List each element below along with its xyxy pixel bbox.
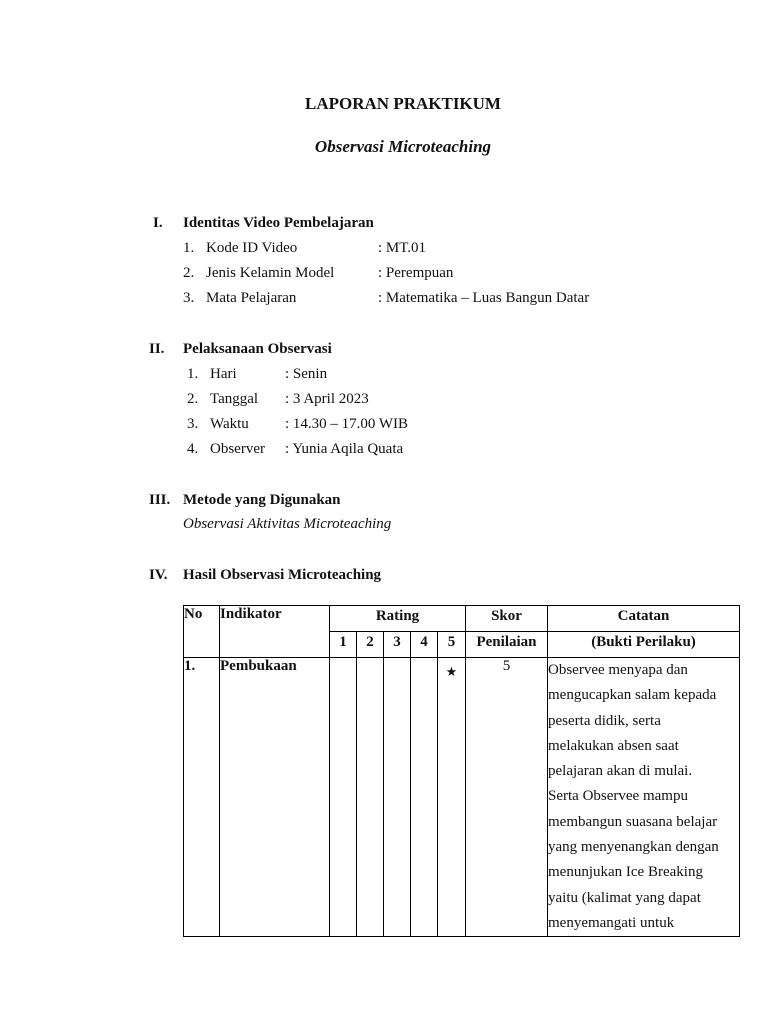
section-2-item-label: Observer <box>210 441 265 457</box>
section-2-item-num: 1. <box>187 366 199 382</box>
catatan-line: pelajaran akan di mulai. <box>548 763 693 780</box>
section-2-item-value: : 14.30 – 17.00 WIB <box>285 416 409 432</box>
section-1-item-value: : Matematika – Luas Bangun Datar <box>378 290 590 306</box>
section-2-title: Pelaksanaan Observasi <box>183 341 332 357</box>
section-2-item-label: Tanggal <box>210 391 259 407</box>
header-rating-5: 5 <box>438 632 466 658</box>
row-no: 1. <box>184 658 220 937</box>
rating-cell-4 <box>411 658 438 937</box>
header-indikator: Indikator <box>220 606 330 658</box>
section-1-item-num: 1. <box>183 240 195 256</box>
header-rating-4: 4 <box>411 632 438 658</box>
section-1-item-num: 2. <box>183 265 195 281</box>
section-1-number: I. <box>153 215 163 231</box>
catatan-line: menyemangati untuk <box>548 914 675 931</box>
section-1-item-value: : Perempuan <box>378 265 454 281</box>
section-1-item-label: Kode ID Video <box>206 240 298 256</box>
header-skor: Skor <box>466 606 548 632</box>
section-1-item-label: Mata Pelajaran <box>206 290 297 306</box>
section-2-item-num: 2. <box>187 391 199 407</box>
section-4-title: Hasil Observasi Microteaching <box>183 567 382 583</box>
header-penilaian: Penilaian <box>466 632 548 658</box>
header-bukti-perilaku: (Bukti Perilaku) <box>548 632 740 658</box>
catatan-line: yang menyenangkan dengan <box>548 839 719 856</box>
row-indikator: Pembukaan <box>220 658 330 937</box>
section-2-item-label: Waktu <box>210 416 249 432</box>
page-subtitle: Observasi Microteaching <box>314 137 492 156</box>
catatan-line: mengucapkan salam kepada <box>548 687 717 704</box>
section-3-title: Metode yang Digunakan <box>183 492 341 508</box>
section-4-number: IV. <box>149 567 168 583</box>
section-2-item-num: 3. <box>187 416 199 432</box>
section-2-item-value: : Yunia Aqila Quata <box>285 441 404 457</box>
header-catatan: Catatan <box>548 606 740 632</box>
section-2-number: II. <box>149 341 165 357</box>
observation-table <box>183 605 740 937</box>
row-skor: 5 <box>466 658 548 937</box>
section-3-method: Observasi Aktivitas Microteaching <box>183 516 392 532</box>
header-no: No <box>184 606 220 658</box>
catatan-line: menunjukan Ice Breaking <box>548 864 703 881</box>
catatan-line: Serta Observee mampu <box>548 788 688 805</box>
catatan-line: Observee menyapa dan <box>548 662 688 678</box>
header-rating-3: 3 <box>384 632 411 658</box>
rating-cell-3 <box>384 658 411 937</box>
section-3-number: III. <box>149 492 171 508</box>
section-2-item-value: : 3 April 2023 <box>285 391 369 407</box>
section-1-item-value: : MT.01 <box>378 240 427 256</box>
header-rating: Rating <box>330 606 466 632</box>
rating-cell-5 <box>438 658 466 937</box>
catatan-line: membangun suasana belajar <box>548 813 718 830</box>
section-1-item-num: 3. <box>183 290 195 306</box>
catatan-line: melakukan absen saat <box>548 737 679 754</box>
row-catatan <box>548 658 740 937</box>
section-2-item-value: : Senin <box>285 366 328 382</box>
rating-cell-1 <box>330 658 357 937</box>
header-rating-1: 1 <box>330 632 357 658</box>
rating-cell-2 <box>357 658 384 937</box>
catatan-line: peserta didik, serta <box>548 712 661 729</box>
table-row <box>184 658 740 937</box>
section-2-item-num: 4. <box>187 441 199 457</box>
table-header-row <box>184 606 740 632</box>
section-2-item-label: Hari <box>210 366 237 382</box>
page-title: LAPORAN PRAKTIKUM <box>305 94 501 113</box>
section-1-title: Identitas Video Pembelajaran <box>183 215 374 231</box>
catatan-line: yaitu (kalimat yang dapat <box>548 889 701 906</box>
star-mark-icon: ★ <box>445 664 458 679</box>
section-1-item-label: Jenis Kelamin Model <box>206 265 335 281</box>
header-rating-2: 2 <box>357 632 384 658</box>
